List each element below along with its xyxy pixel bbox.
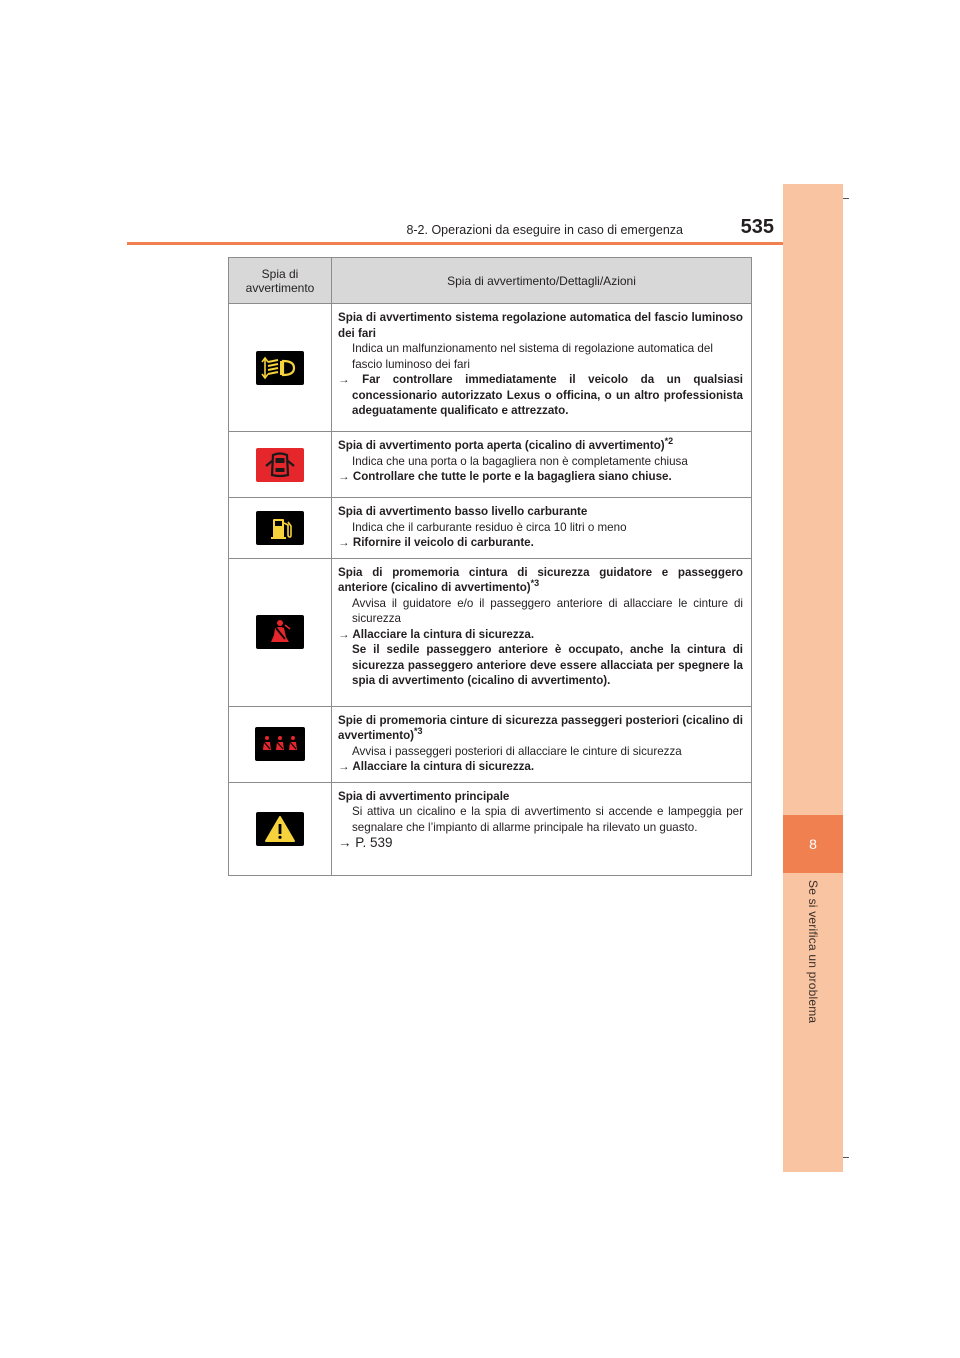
row-sub-action: Se il sedile passeggero anteriore è occupato, anche la cintura di sicurezza passeggero anteriore deve essere allacciata per spegnere la spia di avvertimento (cicalino di avvertimento). [352, 643, 743, 687]
page-number: 535 [740, 216, 774, 238]
headlight-auto-level-icon [256, 351, 304, 385]
row-title: Spia di promemoria cintura di sicurezza guidatore e passeggero anteriore (cicalino di avvertimento) [338, 565, 743, 594]
row-title: Spie di promemoria cinture di sicurezza passeggeri posteriori (cicalino di avvertimento) [338, 713, 743, 742]
chapter-title-text: Se si verifica un problema [806, 880, 820, 1024]
row-title: Spia di avvertimento basso livello carburante [338, 505, 588, 518]
row-action: → Far controllare immediatamente il veicolo da un qualsiasi concessionario autorizzato Lexus o officina, o un altro professionista adeguatamente qualificato e attrezzato. [338, 373, 743, 417]
footnote-mark: *2 [664, 436, 674, 447]
table-row [229, 782, 752, 875]
table-row [229, 432, 752, 498]
table-row [229, 706, 752, 782]
row-detail: Indica che una porta o la bagagliera non è completamente chiusa [352, 454, 688, 468]
row-action: → Controllare che tutte le porte e la bagagliera siano chiuse. [338, 470, 672, 483]
row-title: Spia di avvertimento porta aperta (cicalino di avvertimento) [338, 439, 665, 452]
col-header-light: Spia di avvertimento [229, 258, 332, 304]
row-action: → Rifornire il veicolo di carburante. [338, 536, 534, 549]
table-row [229, 304, 752, 432]
row-detail: Indica che il carburante residuo è circa 10 litri o meno [352, 520, 627, 534]
master-warning-icon [256, 812, 304, 846]
row-action: → Allacciare la cintura di sicurezza. [338, 760, 535, 773]
chapter-title [783, 880, 843, 1030]
row-detail: Indica un malfunzionamento nel sistema di regolazione automatica del fascio luminoso dei fari [352, 342, 713, 371]
fuel-pump-icon [256, 511, 304, 545]
table-header-row [229, 258, 752, 304]
seatbelt-reminder-icon [256, 615, 304, 649]
section-title: 8-2. Operazioni da eseguire in caso di emergenza [406, 223, 683, 237]
open-door-icon [256, 448, 304, 482]
header-rule [127, 242, 843, 245]
row-action[interactable]: → P. 539 [338, 835, 393, 850]
row-detail: Avvisa i passeggeri posteriori di allacciare le cinture di sicurezza [352, 744, 682, 758]
row-detail: Avvisa il guidatore e/o il passeggero anteriore di allacciare le cinture di sicurezza [352, 596, 743, 625]
row-detail: Si attiva un cicalino e la spia di avvertimento si accende e lampeggia per segnalare che l’impianto di allarme principale ha rilevato un guasto. [352, 805, 743, 834]
col-header-details: Spia di avvertimento/Dettagli/Azioni [332, 258, 752, 304]
table-row [229, 558, 752, 706]
warning-light-table [228, 257, 752, 876]
row-title: Spia di avvertimento principale [338, 789, 510, 803]
row-title: Spia di avvertimento sistema regolazione automatica del fascio luminoso dei fari [338, 311, 743, 340]
chapter-number-tab[interactable]: 8 [783, 815, 843, 873]
footnote-mark: *3 [414, 726, 423, 737]
rear-seatbelt-reminder-icon [255, 727, 305, 761]
footnote-mark: *3 [530, 578, 540, 589]
row-action: → Allacciare la cintura di sicurezza. [338, 627, 535, 641]
table-row [229, 498, 752, 559]
